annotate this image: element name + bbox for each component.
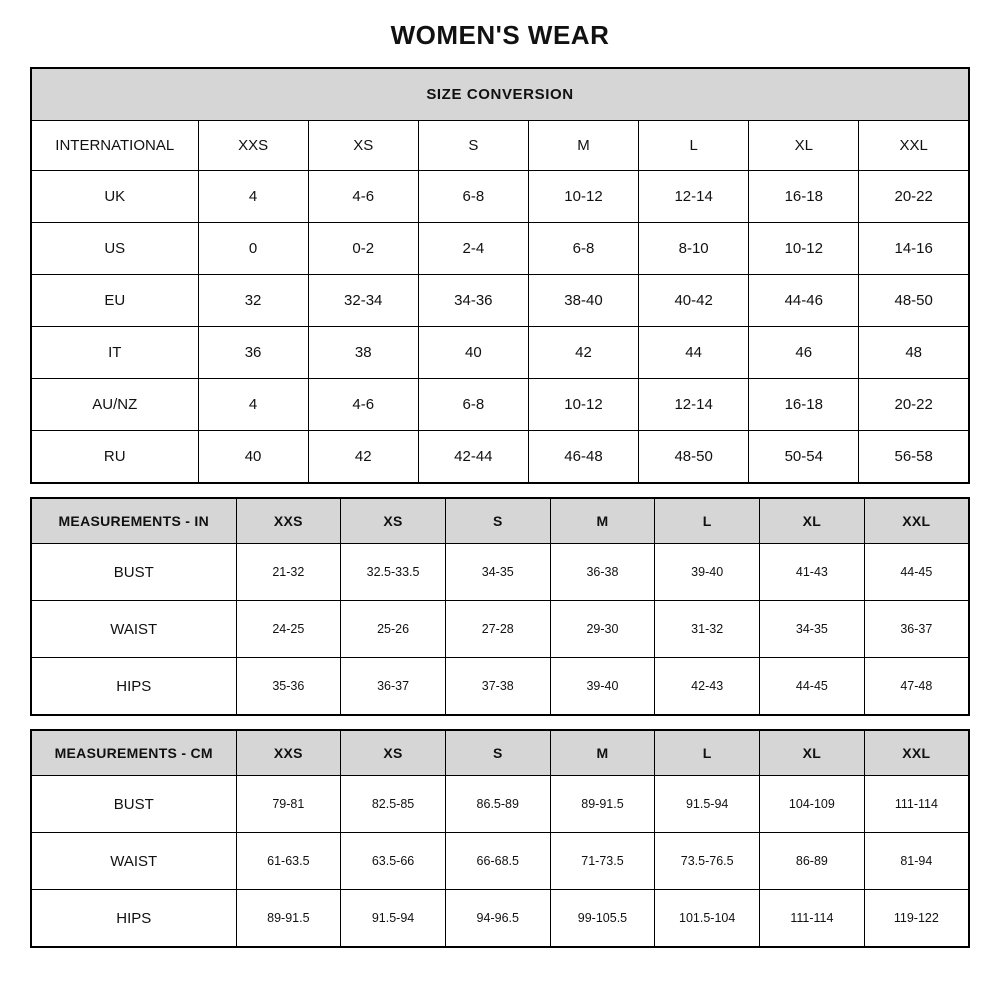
column-header: L — [655, 730, 760, 776]
table-cell: 16-18 — [749, 171, 859, 223]
row-label: UK — [31, 171, 198, 223]
table-row — [31, 223, 969, 275]
row-label: RU — [31, 431, 198, 484]
row-label: BUST — [31, 776, 236, 833]
table-cell: 61-63.5 — [236, 833, 341, 890]
column-header: XS — [308, 121, 418, 171]
table-row — [31, 890, 969, 948]
table-cell: 99-105.5 — [550, 890, 655, 948]
column-header: XS — [341, 498, 446, 544]
table-cell: 86.5-89 — [445, 776, 550, 833]
table-cell: 91.5-94 — [341, 890, 446, 948]
table-cell: 34-35 — [760, 601, 865, 658]
table-cell: 119-122 — [864, 890, 969, 948]
table-cell: 12-14 — [639, 379, 749, 431]
row-header-label: MEASUREMENTS - IN — [31, 498, 236, 544]
table-row — [31, 431, 969, 484]
column-header: XXS — [198, 121, 308, 171]
table-cell: 47-48 — [864, 658, 969, 716]
table-cell: 35-36 — [236, 658, 341, 716]
table-cell: 44-46 — [749, 275, 859, 327]
row-label: BUST — [31, 544, 236, 601]
table-cell: 32 — [198, 275, 308, 327]
table-cell: 0-2 — [308, 223, 418, 275]
table-cell: 82.5-85 — [341, 776, 446, 833]
table-cell: 73.5-76.5 — [655, 833, 760, 890]
table-cell: 29-30 — [550, 601, 655, 658]
table-cell: 32-34 — [308, 275, 418, 327]
table-cell: 10-12 — [749, 223, 859, 275]
table-cell: 6-8 — [418, 171, 528, 223]
table-cell: 41-43 — [760, 544, 865, 601]
table-row — [31, 544, 969, 601]
table-cell: 37-38 — [445, 658, 550, 716]
row-label: HIPS — [31, 658, 236, 716]
column-header: XL — [760, 498, 865, 544]
table-cell: 14-16 — [859, 223, 969, 275]
table-cell: 42 — [308, 431, 418, 484]
table-cell: 20-22 — [859, 379, 969, 431]
column-header: XXS — [236, 498, 341, 544]
row-label: IT — [31, 327, 198, 379]
table-cell: 63.5-66 — [341, 833, 446, 890]
column-header: S — [418, 121, 528, 171]
table-cell: 27-28 — [445, 601, 550, 658]
table-cell: 89-91.5 — [550, 776, 655, 833]
table-cell: 48-50 — [639, 431, 749, 484]
table-cell: 111-114 — [760, 890, 865, 948]
table-cell: 66-68.5 — [445, 833, 550, 890]
table-cell: 4 — [198, 379, 308, 431]
row-header-label: MEASUREMENTS - CM — [31, 730, 236, 776]
table-cell: 6-8 — [418, 379, 528, 431]
table-cell: 36-37 — [341, 658, 446, 716]
size-conversion-table — [30, 67, 970, 484]
table-cell: 38-40 — [528, 275, 638, 327]
table-cell: 24-25 — [236, 601, 341, 658]
table-cell: 79-81 — [236, 776, 341, 833]
table-cell: 36 — [198, 327, 308, 379]
table-cell: 40-42 — [639, 275, 749, 327]
table-cell: 40 — [418, 327, 528, 379]
table-cell: 48 — [859, 327, 969, 379]
table-row — [31, 275, 969, 327]
table-row — [31, 379, 969, 431]
table-row — [31, 776, 969, 833]
table-cell: 94-96.5 — [445, 890, 550, 948]
table-cell: 44 — [639, 327, 749, 379]
table-row — [31, 327, 969, 379]
table-cell: 91.5-94 — [655, 776, 760, 833]
table-cell: 39-40 — [655, 544, 760, 601]
table-cell: 44-45 — [760, 658, 865, 716]
table-cell: 32.5-33.5 — [341, 544, 446, 601]
table-cell: 38 — [308, 327, 418, 379]
table-cell: 101.5-104 — [655, 890, 760, 948]
column-header: XXL — [859, 121, 969, 171]
column-header: L — [655, 498, 760, 544]
measurements-in-table — [30, 497, 970, 716]
column-header: L — [639, 121, 749, 171]
table-row — [31, 601, 969, 658]
table-row — [31, 833, 969, 890]
row-label: AU/NZ — [31, 379, 198, 431]
table-cell: 6-8 — [528, 223, 638, 275]
table-cell: 42 — [528, 327, 638, 379]
column-header: XL — [760, 730, 865, 776]
table-cell: 36-38 — [550, 544, 655, 601]
table-cell: 39-40 — [550, 658, 655, 716]
row-label: US — [31, 223, 198, 275]
table-cell: 111-114 — [864, 776, 969, 833]
page-title: WOMEN'S WEAR — [390, 20, 610, 50]
column-header: XXS — [236, 730, 341, 776]
table-cell: 42-44 — [418, 431, 528, 484]
table-banner: SIZE CONVERSION — [31, 68, 969, 121]
table-cell: 16-18 — [749, 379, 859, 431]
table-cell: 4 — [198, 171, 308, 223]
table-cell: 10-12 — [528, 171, 638, 223]
table-row — [31, 171, 969, 223]
table-cell: 8-10 — [639, 223, 749, 275]
column-header: XXL — [864, 730, 969, 776]
row-label: WAIST — [31, 833, 236, 890]
table-cell: 34-35 — [445, 544, 550, 601]
table-cell: 2-4 — [418, 223, 528, 275]
row-label: EU — [31, 275, 198, 327]
table-cell: 86-89 — [760, 833, 865, 890]
table-cell: 25-26 — [341, 601, 446, 658]
column-header: XXL — [864, 498, 969, 544]
table-cell: 12-14 — [639, 171, 749, 223]
table-cell: 48-50 — [859, 275, 969, 327]
table-cell: 20-22 — [859, 171, 969, 223]
column-header: S — [445, 730, 550, 776]
table-cell: 44-45 — [864, 544, 969, 601]
table-cell: 104-109 — [760, 776, 865, 833]
table-cell: 4-6 — [308, 379, 418, 431]
table-cell: 56-58 — [859, 431, 969, 484]
column-header: S — [445, 498, 550, 544]
column-header: M — [550, 730, 655, 776]
table-cell: 40 — [198, 431, 308, 484]
column-header: XL — [749, 121, 859, 171]
table-cell: 46-48 — [528, 431, 638, 484]
table-cell: 71-73.5 — [550, 833, 655, 890]
table-cell: 31-32 — [655, 601, 760, 658]
table-cell: 50-54 — [749, 431, 859, 484]
table-cell: 4-6 — [308, 171, 418, 223]
table-cell: 89-91.5 — [236, 890, 341, 948]
row-label: WAIST — [31, 601, 236, 658]
column-header: XS — [341, 730, 446, 776]
table-cell: 46 — [749, 327, 859, 379]
row-label: HIPS — [31, 890, 236, 948]
table-cell: 0 — [198, 223, 308, 275]
table-cell: 34-36 — [418, 275, 528, 327]
table-cell: 42-43 — [655, 658, 760, 716]
row-header-label: INTERNATIONAL — [31, 121, 198, 171]
table-cell: 36-37 — [864, 601, 969, 658]
column-header: M — [528, 121, 638, 171]
table-cell: 81-94 — [864, 833, 969, 890]
measurements-cm-table — [30, 729, 970, 948]
column-header: M — [550, 498, 655, 544]
table-cell: 10-12 — [528, 379, 638, 431]
table-cell: 21-32 — [236, 544, 341, 601]
table-row — [31, 658, 969, 716]
